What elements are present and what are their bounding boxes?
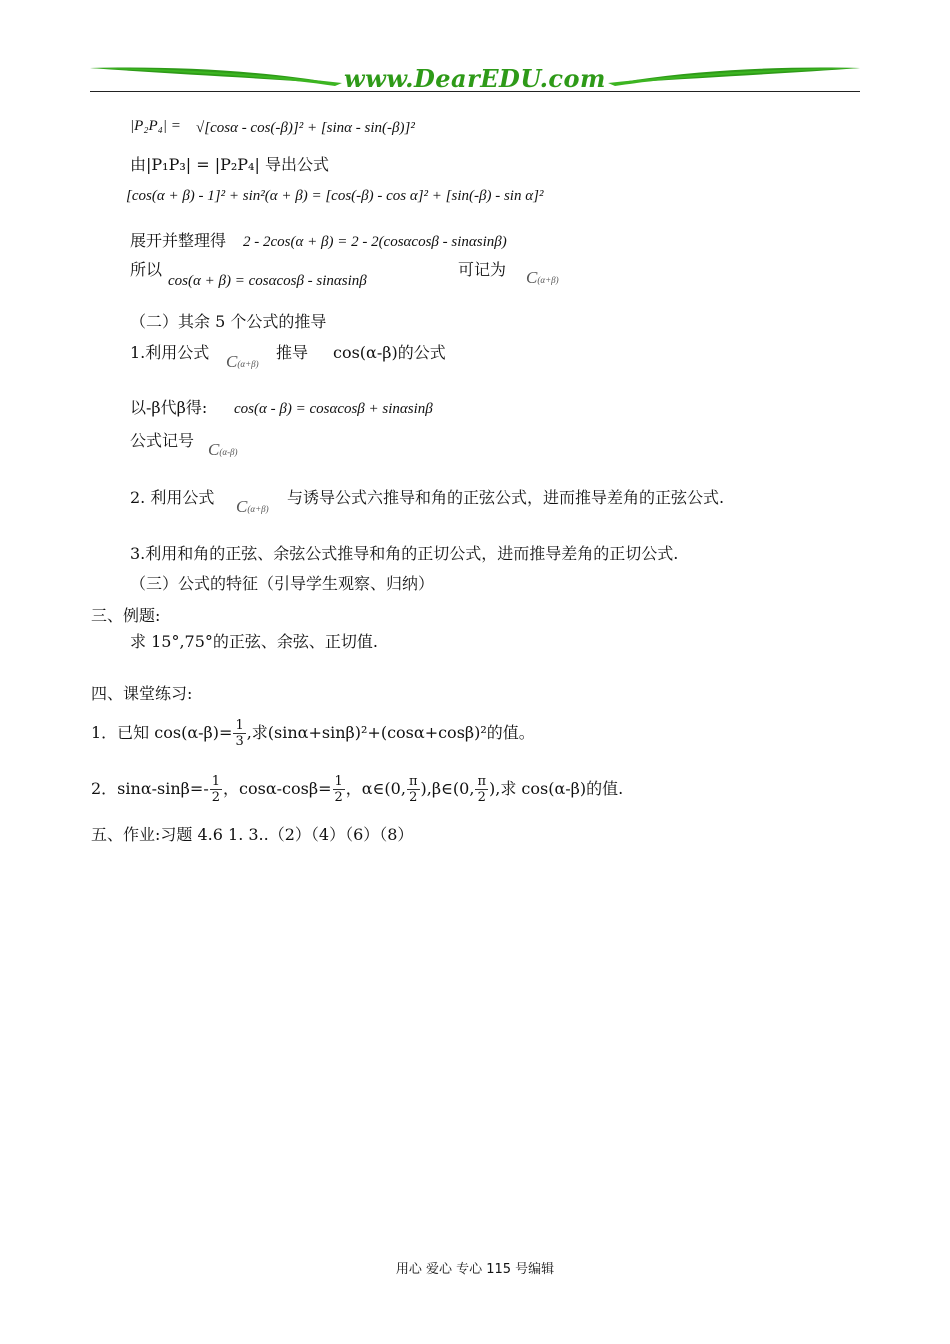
exercise-2-text-d: ),β∈(0, bbox=[420, 779, 475, 798]
homework-line: 五、作业:习题 4.6 1. 3..（2）（4）（6）（8） bbox=[91, 825, 414, 844]
formula-symbol-c-minus bbox=[208, 440, 238, 462]
item1-text-b: 推导 bbox=[276, 343, 309, 362]
c-subscript: (α+β) bbox=[237, 359, 259, 369]
item1-text-c: cos(α-β)的公式 bbox=[333, 343, 446, 362]
denote-label: 可记为 bbox=[458, 260, 507, 279]
page-footer: 用心 爱心 专心 115 号编辑 bbox=[395, 1262, 555, 1277]
fraction-one-half-b bbox=[333, 774, 345, 805]
formula-symbol-c-plus bbox=[526, 268, 559, 290]
expanded-equation: [cos(α + β) - 1]² + sin²(α + β) = [cos(-β) - cos α]² + [sin(-β) - sin α]² bbox=[126, 188, 544, 204]
fraction-numerator: π bbox=[477, 774, 486, 789]
section3-heading: （三）公式的特征（引导学生观察、归纳） bbox=[130, 574, 435, 593]
section2-heading: （二）其余 5 个公式的推导 bbox=[130, 312, 327, 331]
therefore-equation: cos(α + β) = cosαcosβ - sinαsinβ bbox=[168, 273, 367, 289]
item1-text-a: 1.利用公式 bbox=[130, 343, 210, 362]
simplify-equation: 2 - 2cos(α + β) = 2 - 2(cosαcosβ - sinαsinβ) bbox=[243, 234, 507, 250]
formula-symbol-c-plus-3 bbox=[236, 497, 269, 519]
fraction-one-half-a bbox=[210, 774, 222, 805]
practice-heading: 四、课堂练习: bbox=[91, 684, 193, 703]
fraction-numerator: π bbox=[408, 774, 418, 789]
c-subscript: (α+β) bbox=[537, 275, 559, 285]
fraction-pi-half-a bbox=[407, 774, 420, 805]
c-symbol: C bbox=[208, 440, 220, 459]
c-symbol: C bbox=[526, 268, 538, 287]
exercise-2-text-c: ，α∈(0, bbox=[345, 779, 406, 798]
fraction-numerator: 1 bbox=[235, 718, 244, 733]
therefore-label: 所以 bbox=[130, 260, 163, 279]
c-subscript: (α+β) bbox=[247, 504, 269, 514]
formula-symbol-c-plus-2 bbox=[226, 352, 259, 374]
substitute-beta-equation: cos(α - β) = cosαcosβ + sinαsinβ bbox=[234, 401, 433, 417]
p2p4-rhs: √[cosα - cos(-β)]² + [sinα - sin(-β)]² bbox=[196, 120, 415, 136]
exercise-2-text-b: ，cosα-cosβ= bbox=[223, 779, 332, 798]
fraction-denominator: 3 bbox=[235, 734, 244, 749]
example-1: 求 15°,75°的正弦、余弦、正切值. bbox=[130, 632, 378, 651]
c-symbol: C bbox=[226, 352, 238, 371]
record-label: 公式记号 bbox=[130, 431, 195, 450]
derive-from-text: 由|P₁P₃| = |P₂P₄| 导出公式 bbox=[130, 155, 329, 174]
fraction-denominator: 2 bbox=[477, 790, 486, 805]
site-name[interactable]: www.DearEDU.com bbox=[344, 64, 606, 93]
simplify-label: 展开并整理得 bbox=[130, 231, 227, 250]
exercise-1-text-a: 1．已知 cos(α-β)= bbox=[91, 723, 233, 742]
fraction-numerator: 1 bbox=[334, 774, 343, 789]
fraction-denominator: 2 bbox=[211, 790, 221, 805]
fraction-denominator: 2 bbox=[409, 790, 418, 805]
fraction-pi-half-b bbox=[475, 774, 488, 805]
substitute-beta-label: 以-β代β得: bbox=[130, 398, 208, 417]
item2-text-a: 2. 利用公式 bbox=[130, 488, 215, 507]
examples-heading: 三、例题: bbox=[91, 606, 161, 625]
fraction-denominator: 2 bbox=[334, 790, 343, 805]
exercise-1 bbox=[91, 718, 535, 749]
exercise-2 bbox=[91, 774, 623, 805]
c-subscript: (α-β) bbox=[219, 447, 238, 457]
header-rule bbox=[90, 91, 860, 92]
c-symbol: C bbox=[236, 497, 248, 516]
fraction-one-third bbox=[233, 718, 245, 749]
item2-text-b: 与诱导公式六推导和角的正弦公式，进而推导差角的正弦公式. bbox=[287, 488, 725, 507]
exercise-2-text-e: ),求 cos(α-β)的值. bbox=[488, 779, 624, 798]
exercise-1-text-b: ,求(sinα+sinβ)²+(cosα+cosβ)²的值。 bbox=[246, 723, 535, 742]
exercise-2-text-a: 2．sinα-sinβ=- bbox=[91, 779, 209, 798]
fraction-numerator: 1 bbox=[211, 774, 221, 789]
item3-text: 3.利用和角的正弦、余弦公式推导和角的正切公式，进而推导差角的正切公式. bbox=[130, 544, 679, 563]
p2p4-lhs: |P₂P₄| = bbox=[130, 118, 181, 134]
